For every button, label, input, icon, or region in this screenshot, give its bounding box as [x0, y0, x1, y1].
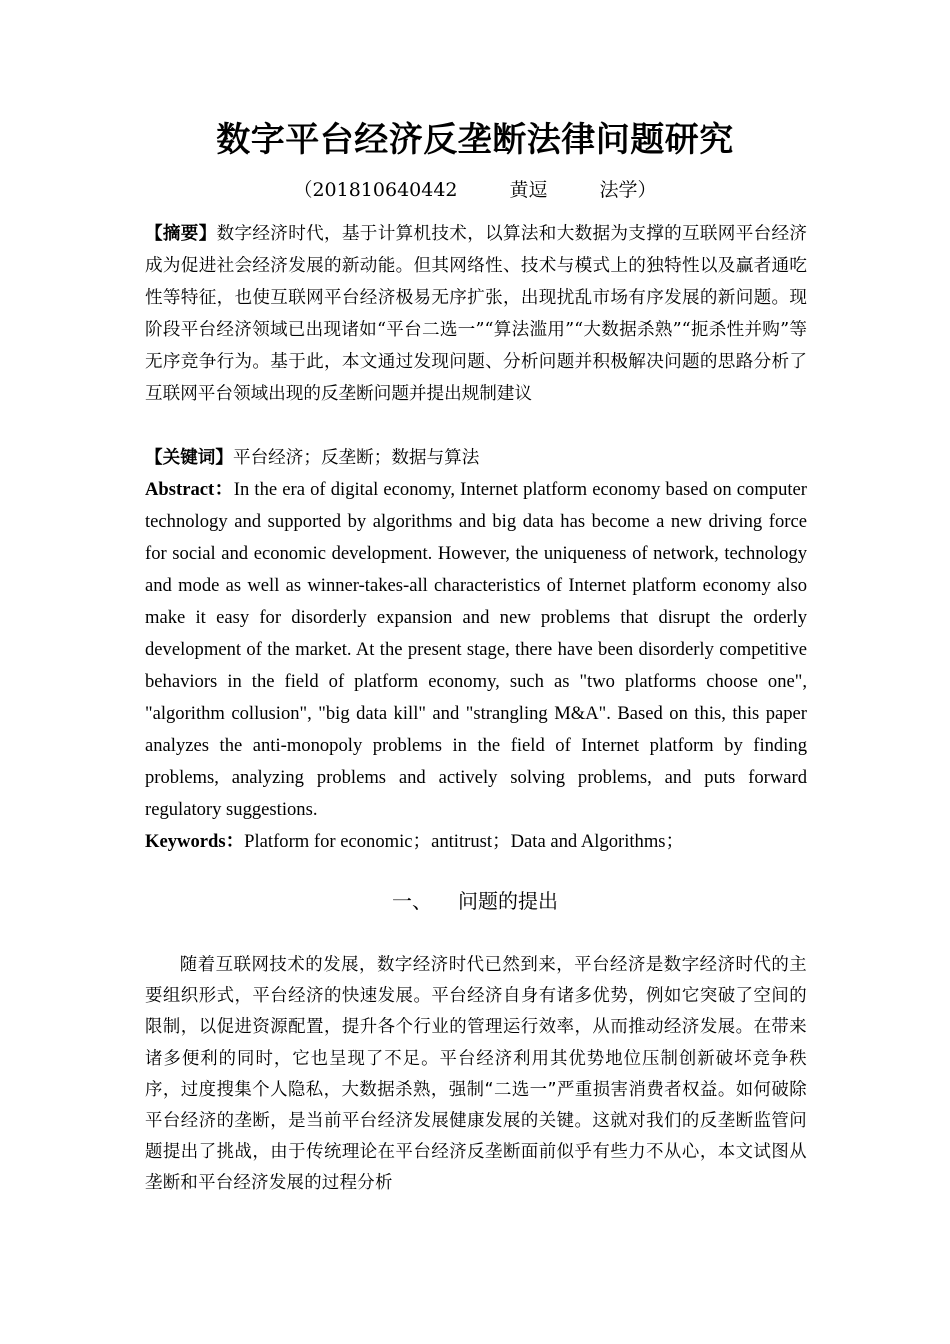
english-keywords-label: Keywords：	[145, 831, 245, 852]
author-student-id: 201810640442	[312, 179, 458, 201]
english-keywords	[145, 826, 807, 858]
paper-title: 数字平台经济反垄断法律问题研究	[216, 120, 734, 160]
author-close-paren: ）	[637, 179, 657, 201]
english-abstract-text: In the era of digital economy, Internet platform economy based on computer technology and supported by algorithms and big data has become a new driving force for social and economic development. However, the uniqueness of network, technology and mode as well as winner-takes-all characteristics of Internet platform economy also make it easy for disorderly expansion and new problems that disrupt the orderly development of the market. At the present stage, there have been disorderly competitive behaviors in the field of platform economy, such as "two platforms choose one", "algorithm collusion", "big data kill" and "strangling M&A". Based on this, this paper analyzes the anti-monopoly problems in the field of Internet platform by finding problems, analyzing problems and actively solving problems, and puts forward regulatory suggestions.	[145, 479, 807, 820]
chinese-keywords	[145, 442, 807, 474]
author-line	[0, 176, 950, 204]
english-abstract	[145, 474, 807, 826]
section-number: 一、	[392, 889, 432, 913]
section-heading	[0, 884, 950, 918]
section-title: 问题的提出	[458, 889, 558, 913]
author-name: 黄逗	[509, 179, 548, 201]
author-open-paren: （	[293, 179, 313, 201]
chinese-keywords-label: 【关键词】	[145, 448, 233, 468]
author-major: 法学	[599, 179, 638, 201]
english-abstract-label: Abstract：	[145, 479, 234, 500]
chinese-abstract-label: 【摘要】	[145, 224, 217, 244]
english-keywords-text: Platform for economic；antitrust；Data and Algorithms；	[244, 831, 685, 852]
body-paragraph: 随着互联网技术的发展，数字经济时代已然到来，平台经济是数字经济时代的主要组织形式，平台经济的快速发展。平台经济自身有诸多优势，例如它突破了空间的限制，以促进资源配置，提升各个行业的管理运行效率，从而推动经济发展。在带来诸多便利的同时，它也呈现了不足。平台经济利用其优势地位压制创新破坏竞争秩序，过度搜集个人隐私，大数据杀熟，强制“二选一”严重损害消费者权益。如何破除平台经济的垄断，是当前平台经济发展健康发展的关键。这就对我们的反垄断监管问题提出了挑战，由于传统理论在平台经济反垄断面前似乎有些力不从心，本文试图从垄断和平台经济发展的过程分析	[145, 955, 807, 1194]
chinese-abstract-text: 数字经济时代，基于计算机技术，以算法和大数据为支撑的互联网平台经济成为促进社会经济发展的新动能。但其网络性、技术与模式上的独特性以及赢者通吃性等特征，也使互联网平台经济极易无序扩张，出现扰乱市场有序发展的新问题。现阶段平台经济领域已出现诸如“平台二选一”“算法滥用”“大数据杀熟”“扼杀性并购”等无序竞争行为。基于此，本文通过发现问题、分析问题并积极解决问题的思路分析了互联网平台领域出现的反垄断问题并提出规制建议	[145, 224, 807, 404]
chinese-abstract	[145, 218, 807, 410]
chinese-keywords-text: 平台经济；反垄断；数据与算法	[232, 448, 480, 468]
